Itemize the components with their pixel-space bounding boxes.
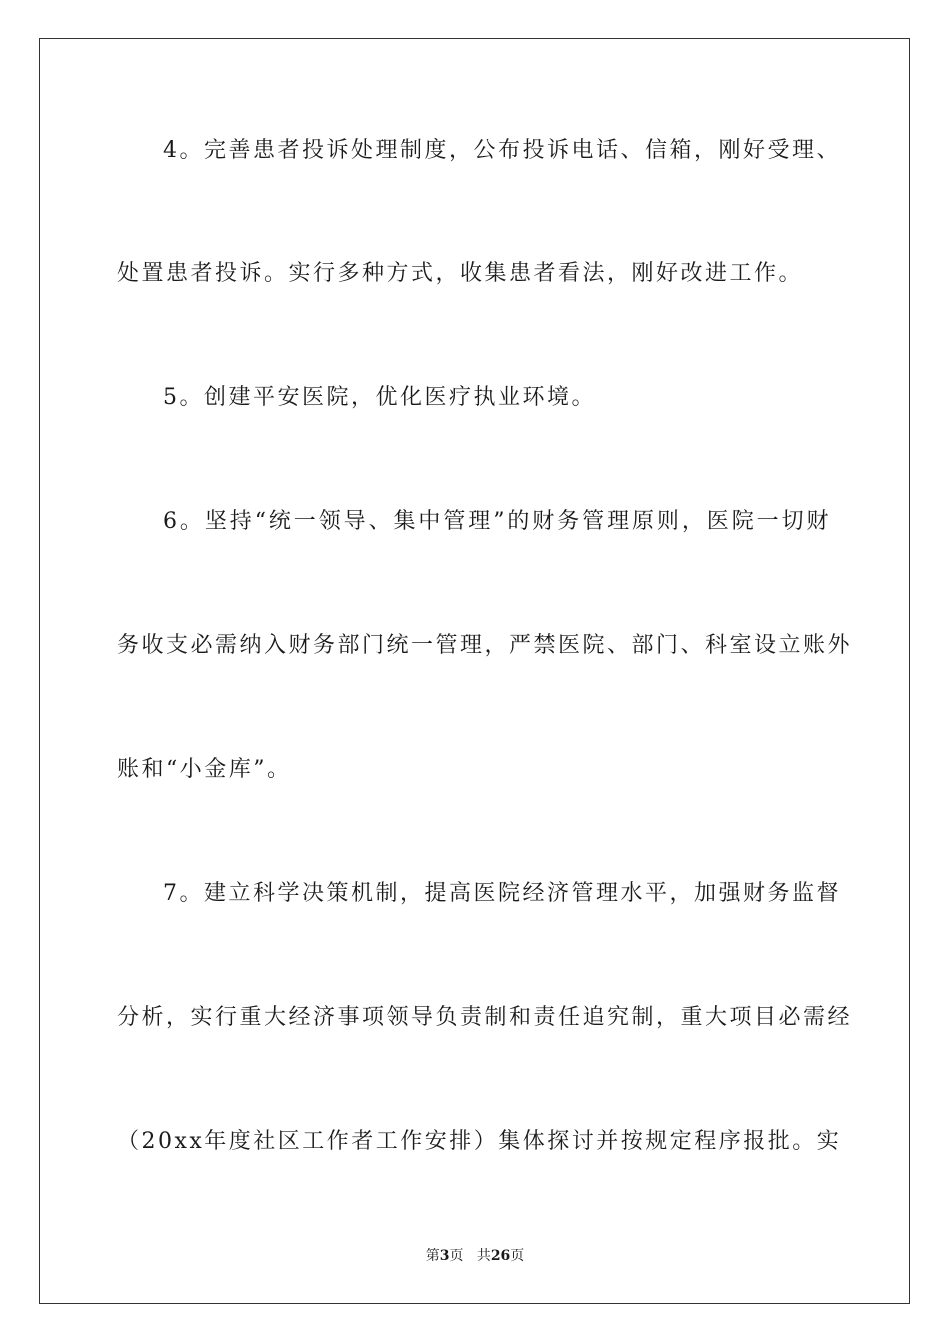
paragraph-line: 分析，实行重大经济事项领导负责制和责任追究制，重大项目必需经 xyxy=(117,1005,853,1030)
footer-total-prefix: 共 xyxy=(476,1248,491,1264)
footer-total-pages: 26 xyxy=(490,1248,511,1264)
footer-page-prefix: 第 xyxy=(425,1248,440,1264)
paragraph-line: 7。建立科学决策机制，提高医院经济管理水平，加强财务监督 xyxy=(163,881,841,906)
paragraph-line: 务收支必需纳入财务部门统一管理，严禁医院、部门、科室设立账外 xyxy=(117,633,853,658)
page-footer xyxy=(0,1247,950,1265)
footer-total-suffix: 页 xyxy=(510,1248,525,1264)
paragraph-line: 处置患者投诉。实行多种方式，收集患者看法，刚好改进工作。 xyxy=(117,261,804,286)
paragraph-line: （20xx年度社区工作者工作安排）集体探讨并按规定程序报批。实 xyxy=(117,1129,842,1154)
paragraph-line: 4。完善患者投诉处理制度，公布投诉电话、信箱，刚好受理、 xyxy=(163,138,841,163)
footer-current-page: 3 xyxy=(439,1248,450,1264)
footer-page-suffix: 页 xyxy=(449,1248,464,1264)
paragraph-line: 账和“小金库”。 xyxy=(117,757,292,782)
paragraph-line: 5。创建平安医院，优化医疗执业环境。 xyxy=(163,385,596,410)
page-border xyxy=(39,38,910,1304)
paragraph-line: 6。坚持“统一领导、集中管理”的财务管理原则，医院一切财 xyxy=(163,509,831,534)
